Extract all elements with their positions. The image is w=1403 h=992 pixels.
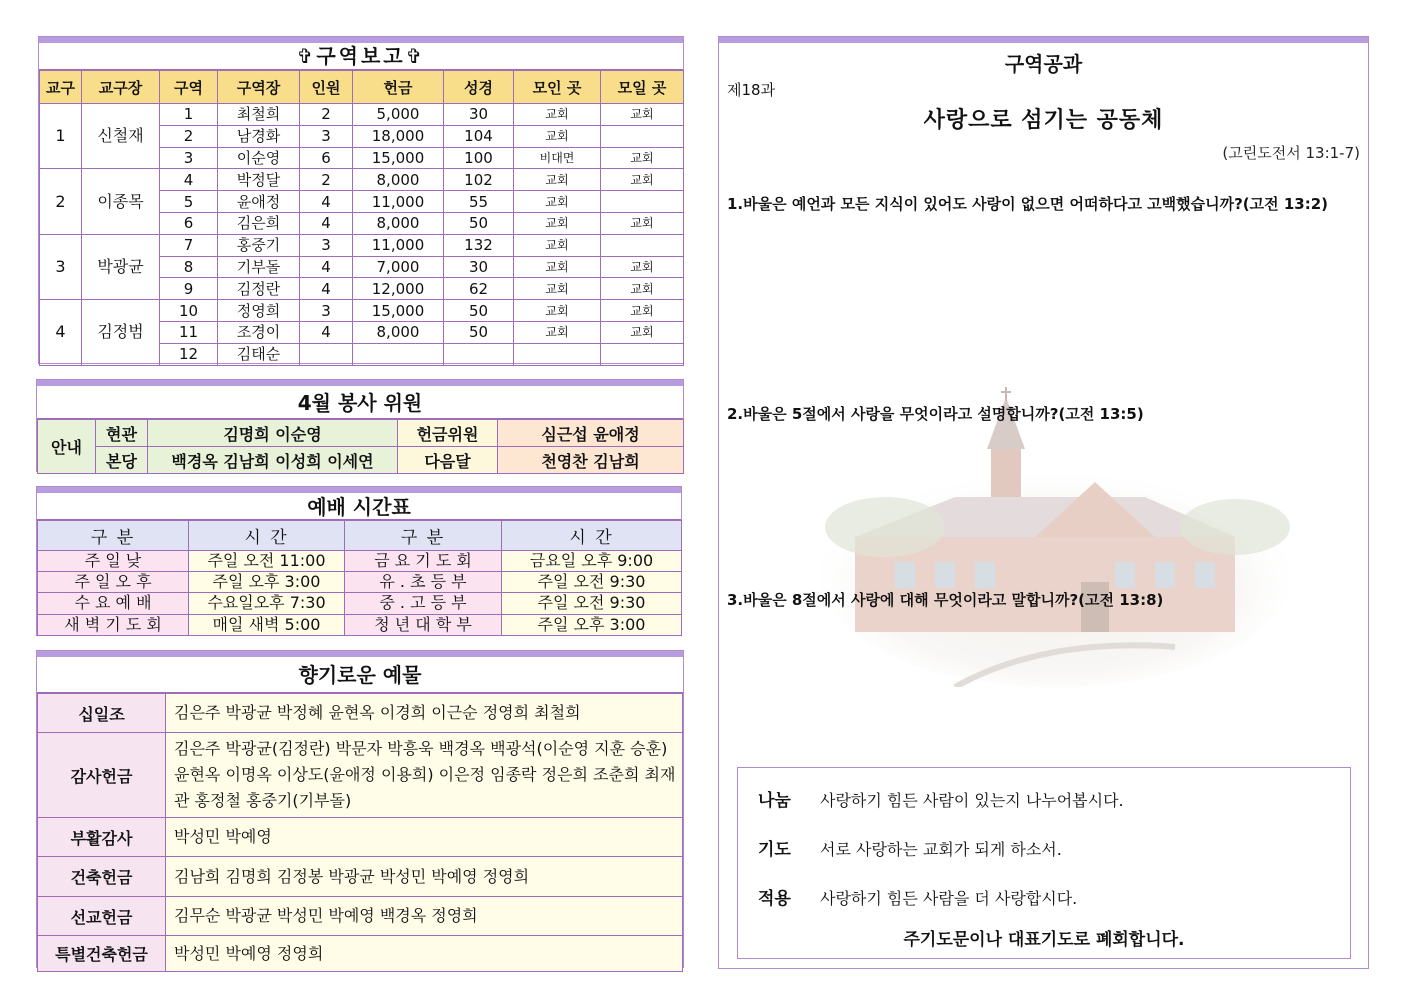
offering-names: 김남희 김명희 김정봉 박광균 박성민 박예영 정영희 — [166, 857, 683, 897]
apply-row — [758, 884, 1077, 909]
meet-place: 교회 — [601, 300, 684, 322]
district-leader-name: 윤애정 — [218, 191, 300, 213]
table-row — [38, 572, 682, 593]
question-1: 1.바울은 예언과 모든 지식이 있어도 사랑이 없으면 어떠하다고 고백했습니까?(고전 13:2) — [727, 195, 1329, 213]
header-time: 시 간 — [189, 521, 345, 551]
met-place: 교회 — [514, 234, 601, 256]
question-3: 3.바울은 8절에서 사랑에 대해 무엇이라고 말합니까?(고전 13:8) — [727, 591, 1164, 609]
meet-place — [601, 191, 684, 213]
main-hall-label: 본당 — [96, 447, 148, 474]
meet-place: 교회 — [601, 104, 684, 126]
bible-chapters: 55 — [444, 191, 514, 213]
service-time: 매일 새벽 5:00 — [189, 614, 345, 635]
offerings-title: 향기로운 예물 — [37, 657, 683, 693]
member-count: 4 — [300, 212, 353, 234]
offering-amount: 8,000 — [353, 212, 444, 234]
window — [935, 562, 955, 588]
window — [975, 562, 995, 588]
window — [895, 562, 915, 588]
window — [1195, 562, 1215, 588]
district-number: 6 — [160, 212, 218, 234]
offering-row-mission — [38, 897, 683, 936]
service-row — [38, 447, 684, 474]
prayer-row — [758, 835, 1062, 860]
member-count: 4 — [300, 278, 353, 300]
offering-row-building — [38, 857, 683, 897]
member-count — [300, 343, 353, 365]
offering-amount: 18,000 — [353, 125, 444, 147]
member-count: 2 — [300, 169, 353, 191]
offering-label: 건축헌금 — [38, 857, 166, 897]
offering-names: 박성민 박예영 — [166, 818, 683, 857]
header-count: 인원 — [300, 71, 353, 104]
district-number: 7 — [160, 234, 218, 256]
bible-chapters: 50 — [444, 321, 514, 343]
table-row — [38, 614, 682, 635]
offering-row-special-building — [38, 936, 683, 972]
offering-amount: 15,000 — [353, 300, 444, 322]
service-name: 수 요 예 배 — [38, 593, 189, 614]
trees — [1180, 499, 1290, 555]
service-time: 주일 오전 9:30 — [502, 593, 682, 614]
member-count: 3 — [300, 234, 353, 256]
service-time: 주일 오전 9:30 — [502, 572, 682, 593]
service-name: 유 . 초 등 부 — [345, 572, 502, 593]
offering-label: 부활감사 — [38, 818, 166, 857]
entrance-label: 현관 — [96, 420, 148, 447]
parish-number: 4 — [40, 300, 82, 365]
met-place: 교회 — [514, 278, 601, 300]
offerings-table — [37, 693, 683, 972]
header-time: 시 간 — [502, 521, 682, 551]
lesson-subject: 사랑으로 섬기는 공동체 — [923, 108, 1164, 133]
offering-row-tithe — [38, 694, 683, 733]
next-month-label: 다음달 — [398, 447, 498, 474]
district-number: 9 — [160, 278, 218, 300]
lesson-number: 제18과 — [727, 81, 776, 99]
parish-number: 2 — [40, 169, 82, 234]
service-name: 주 일 오 후 — [38, 572, 189, 593]
bible-chapters: 104 — [444, 125, 514, 147]
district-number: 8 — [160, 256, 218, 278]
lesson-summary-box — [737, 767, 1351, 959]
header-meet-place: 모일 곳 — [601, 71, 684, 104]
offering-label: 선교헌금 — [38, 897, 166, 936]
closing-note: 주기도문이나 대표기도로 폐회합니다. — [903, 930, 1185, 950]
parish-number: 1 — [40, 104, 82, 169]
guide-label: 안내 — [38, 420, 96, 474]
parish-leader-name: 신철재 — [82, 104, 160, 169]
district-report-table — [39, 70, 684, 366]
sharing-row — [758, 786, 1124, 811]
window — [1155, 562, 1175, 588]
bible-chapters: 50 — [444, 300, 514, 322]
header-district-leader: 구역장 — [218, 71, 300, 104]
table-row — [40, 300, 684, 322]
entrance-names: 김명희 이순영 — [148, 420, 398, 447]
offering-amount — [353, 343, 444, 365]
offering-committee-names: 심근섭 윤애정 — [498, 420, 684, 447]
offering-amount: 11,000 — [353, 234, 444, 256]
member-count: 3 — [300, 125, 353, 147]
meet-place: 교회 — [601, 278, 684, 300]
worship-header-row — [38, 521, 682, 551]
district-number: 1 — [160, 104, 218, 126]
header-category: 구 분 — [345, 521, 502, 551]
worship-schedule-panel — [36, 486, 682, 636]
district-report-title: ✞구역보고✞ — [39, 43, 683, 70]
offering-names: 김은주 박광균(김정란) 박문자 박흥욱 백경옥 백광석(이순영 지훈 승훈) 윤현옥 이명옥 이상도(윤애정 이용희) 이은정 임종락 정은희 조춘희 최재관 홍정철 홍중기(기부돌) — [166, 733, 683, 818]
table-row — [40, 169, 684, 191]
district-number: 11 — [160, 321, 218, 343]
offering-amount: 15,000 — [353, 147, 444, 169]
bible-chapters: 100 — [444, 147, 514, 169]
table-row — [40, 104, 684, 126]
header-offering: 헌금 — [353, 71, 444, 104]
bible-chapters: 132 — [444, 234, 514, 256]
met-place: 교회 — [514, 104, 601, 126]
header-district: 구역 — [160, 71, 218, 104]
bible-chapters — [444, 343, 514, 365]
service-name: 금 요 기 도 회 — [345, 551, 502, 572]
district-leader-name: 조경이 — [218, 321, 300, 343]
parish-leader-name: 김정범 — [82, 300, 160, 365]
sharing-text: 사랑하기 힘든 사람이 있는지 나누어봅시다. — [820, 791, 1124, 810]
district-leader-name: 김정란 — [218, 278, 300, 300]
district-number: 10 — [160, 300, 218, 322]
offering-amount: 7,000 — [353, 256, 444, 278]
service-committee-panel — [36, 379, 684, 472]
service-time: 주일 오후 3:00 — [189, 572, 345, 593]
bible-chapters: 30 — [444, 104, 514, 126]
service-time: 주일 오후 3:00 — [502, 614, 682, 635]
offering-names: 박성민 박예영 정영희 — [166, 936, 683, 972]
meet-place: 교회 — [601, 256, 684, 278]
member-count: 6 — [300, 147, 353, 169]
meet-place: 교회 — [601, 212, 684, 234]
parish-number: 3 — [40, 234, 82, 299]
worship-schedule-title: 예배 시간표 — [37, 493, 681, 520]
district-leader-name: 이순영 — [218, 147, 300, 169]
district-number: 2 — [160, 125, 218, 147]
sharing-label: 나눔 — [758, 791, 791, 811]
meet-place — [601, 234, 684, 256]
met-place: 교회 — [514, 191, 601, 213]
main-hall-names: 백경옥 김남희 이성희 이세연 — [148, 447, 398, 474]
offering-label: 감사헌금 — [38, 733, 166, 818]
offering-amount: 12,000 — [353, 278, 444, 300]
question-2: 2.바울은 5절에서 사랑을 무엇이라고 설명합니까?(고전 13:5) — [727, 405, 1144, 423]
service-time: 금요일 오후 9:00 — [502, 551, 682, 572]
table-row — [40, 234, 684, 256]
service-time: 주일 오전 11:00 — [189, 551, 345, 572]
offering-row-easter — [38, 818, 683, 857]
met-place: 교회 — [514, 300, 601, 322]
church-illustration — [815, 387, 1295, 687]
meet-place: 교회 — [601, 147, 684, 169]
prayer-text: 서로 사랑하는 교회가 되게 하소서. — [820, 840, 1062, 859]
district-report-panel — [38, 36, 684, 364]
met-place: 교회 — [514, 125, 601, 147]
bible-chapters: 50 — [444, 212, 514, 234]
met-place: 교회 — [514, 321, 601, 343]
lesson-reference: (고린도전서 13:1-7) — [1222, 144, 1360, 162]
offering-names: 김무순 박광균 박성민 박예영 백경옥 정영희 — [166, 897, 683, 936]
bible-chapters: 30 — [444, 256, 514, 278]
bible-chapters: 102 — [444, 169, 514, 191]
offering-amount: 5,000 — [353, 104, 444, 126]
window — [1115, 562, 1135, 588]
offering-amount: 8,000 — [353, 321, 444, 343]
meet-place — [601, 343, 684, 365]
table-row — [38, 593, 682, 614]
trees — [825, 497, 945, 557]
district-leader-name: 박정달 — [218, 169, 300, 191]
header-bible: 성경 — [444, 71, 514, 104]
member-count: 4 — [300, 256, 353, 278]
service-committee-title: 4월 봉사 위원 — [37, 386, 683, 419]
offering-amount: 8,000 — [353, 169, 444, 191]
bible-chapters: 62 — [444, 278, 514, 300]
offering-amount: 11,000 — [353, 191, 444, 213]
district-leader-name: 홍중기 — [218, 234, 300, 256]
offering-row-thanks — [38, 733, 683, 818]
lesson-panel-title: 구역공과 — [1004, 52, 1083, 76]
met-place — [514, 343, 601, 365]
table-row — [38, 551, 682, 572]
meet-place: 교회 — [601, 169, 684, 191]
apply-text: 사랑하기 힘든 사람을 더 사랑합시다. — [820, 889, 1078, 908]
service-time: 수요일오후 7:30 — [189, 593, 345, 614]
district-leader-name: 남경화 — [218, 125, 300, 147]
offering-committee-label: 헌금위원 — [398, 420, 498, 447]
panel-accent-bar — [719, 37, 1368, 43]
member-count: 2 — [300, 104, 353, 126]
header-met-place: 모인 곳 — [514, 71, 601, 104]
offering-label: 특별건축헌금 — [38, 936, 166, 972]
service-name: 새 벽 기 도 회 — [38, 614, 189, 635]
district-number: 3 — [160, 147, 218, 169]
offering-label: 십일조 — [38, 694, 166, 733]
offering-names: 김은주 박광균 박정혜 윤현옥 이경희 이근순 정영희 최철희 — [166, 694, 683, 733]
service-name: 중 . 고 등 부 — [345, 593, 502, 614]
parish-leader-name: 이종목 — [82, 169, 160, 234]
met-place: 비대면 — [514, 147, 601, 169]
service-committee-table — [37, 419, 684, 474]
met-place: 교회 — [514, 169, 601, 191]
district-leader-name: 김은희 — [218, 212, 300, 234]
district-leader-name: 정영희 — [218, 300, 300, 322]
met-place: 교회 — [514, 256, 601, 278]
met-place: 교회 — [514, 212, 601, 234]
parish-leader-name: 박광균 — [82, 234, 160, 299]
meet-place: 교회 — [601, 321, 684, 343]
lesson-panel — [718, 36, 1369, 969]
meet-place — [601, 125, 684, 147]
apply-label: 적용 — [758, 889, 791, 909]
member-count: 4 — [300, 191, 353, 213]
district-leader-name: 기부돌 — [218, 256, 300, 278]
district-leader-name: 최철희 — [218, 104, 300, 126]
offerings-panel — [36, 650, 684, 968]
service-name: 주 일 낮 — [38, 551, 189, 572]
prayer-label: 기도 — [758, 840, 791, 860]
service-row — [38, 420, 684, 447]
member-count: 3 — [300, 300, 353, 322]
district-report-header-row — [40, 71, 684, 104]
next-month-names: 천영찬 김남희 — [498, 447, 684, 474]
district-number: 5 — [160, 191, 218, 213]
header-parish-leader: 교구장 — [82, 71, 160, 104]
header-parish: 교구 — [40, 71, 82, 104]
district-leader-name: 김태순 — [218, 343, 300, 365]
header-category: 구 분 — [38, 521, 189, 551]
district-number: 4 — [160, 169, 218, 191]
service-name: 청 년 대 학 부 — [345, 614, 502, 635]
member-count: 4 — [300, 321, 353, 343]
worship-schedule-table — [37, 520, 682, 636]
district-number: 12 — [160, 343, 218, 365]
